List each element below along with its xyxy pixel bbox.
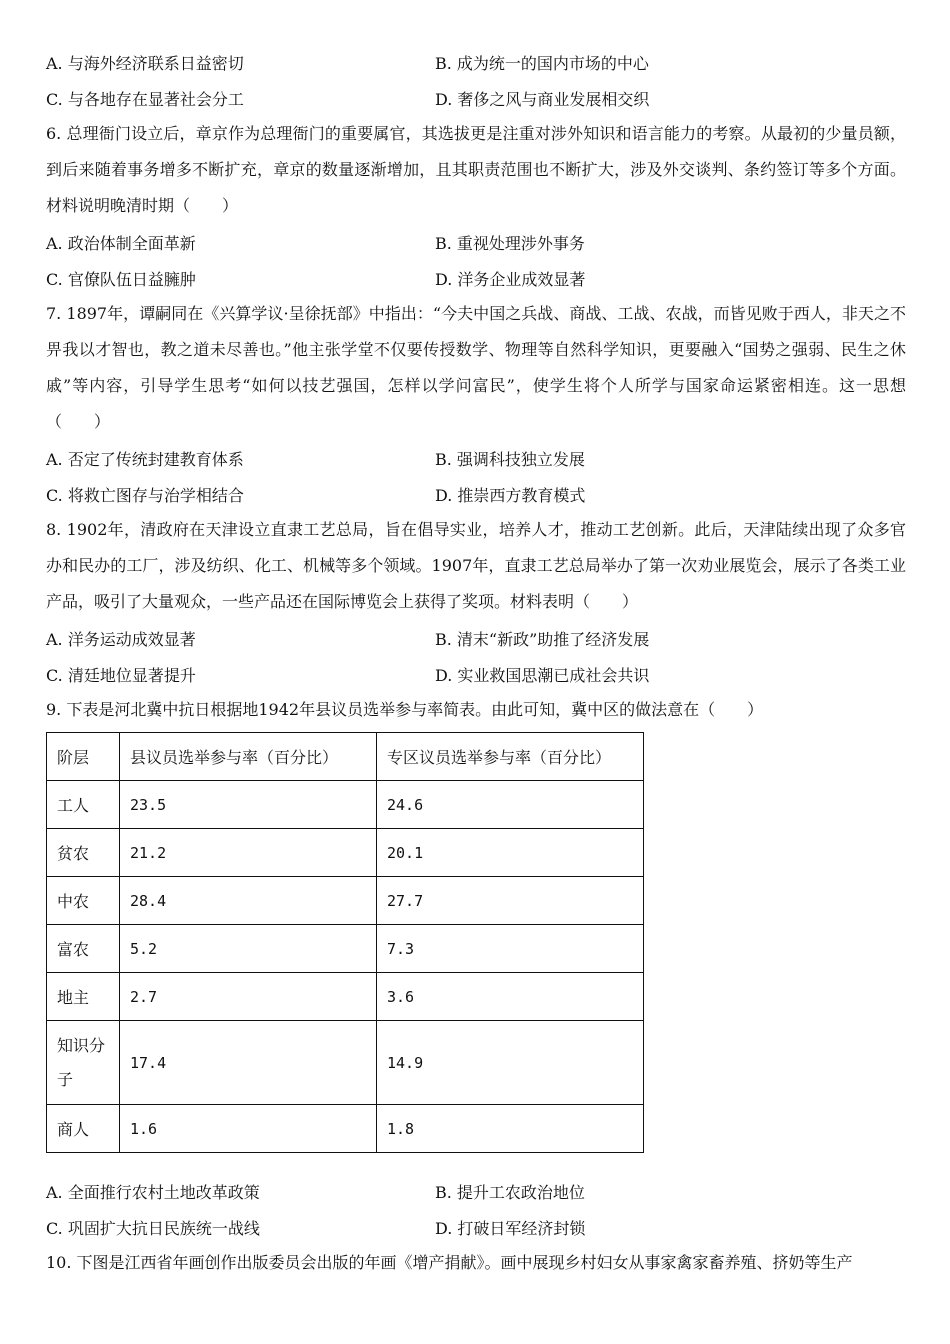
table-cell-district: 7.3 [377, 925, 644, 973]
q8-stem: 8. 1902年，清政府在天津设立直隶工艺总局，旨在倡导实业，培养人才，推动工艺创新。此后，天津陆续出现了众多官办和民办的工厂，涉及纺织、化工、机械等多个领域。1907年，直隶工艺总局举办了第一次劝业展览会，展示了各类工业产品，吸引了大量观众，一些产品还在国际博览会上获得了奖项。材料表明（ ） [46, 520, 906, 611]
q5-options-row-2 [46, 80, 906, 116]
table-cell-district: 27.7 [377, 877, 644, 925]
q9-stem: 9. 下表是河北冀中抗日根据地1942年县议员选举参与率简表。由此可知，冀中区的做法意在（ ） [46, 700, 764, 719]
table-header-cell: 专区议员选举参与率（百分比） [377, 733, 644, 781]
q9-option-b[interactable]: B. 提升工农政治地位 [435, 1182, 585, 1202]
spacer [46, 1153, 906, 1173]
q7-options-row-2 [46, 476, 906, 512]
q5-option-b[interactable]: B. 成为统一的国内市场的中心 [435, 53, 649, 73]
q9-option-c[interactable]: C. 巩固扩大抗日民族统一战线 [46, 1218, 260, 1238]
table-row [47, 781, 644, 829]
q6-options-row-1 [46, 224, 906, 260]
q6-option-c[interactable]: C. 官僚队伍日益臃肿 [46, 269, 196, 289]
table-cell-class: 地主 [47, 973, 120, 1021]
exam-page [46, 44, 906, 1281]
q6-options-row-2 [46, 260, 906, 296]
table-row [47, 925, 644, 973]
table-cell-class: 贫农 [47, 829, 120, 877]
q8-options-row-2 [46, 656, 906, 692]
table-header-row [47, 733, 644, 781]
table-cell-county: 2.7 [120, 973, 377, 1021]
q8-option-a[interactable]: A. 洋务运动成效显著 [46, 629, 196, 649]
table-cell-county: 23.5 [120, 781, 377, 829]
table-cell-county: 28.4 [120, 877, 377, 925]
q5-option-c[interactable]: C. 与各地存在显著社会分工 [46, 89, 244, 109]
q8-options-row-1 [46, 620, 906, 656]
q6-option-d[interactable]: D. 洋务企业成效显著 [435, 269, 586, 289]
table-cell-district: 1.8 [377, 1105, 644, 1153]
table-cell-class: 富农 [47, 925, 120, 973]
q9-option-d[interactable]: D. 打破日军经济封锁 [435, 1218, 586, 1238]
table-cell-county: 17.4 [120, 1021, 377, 1105]
q5-option-d[interactable]: D. 奢侈之风与商业发展相交织 [435, 89, 650, 109]
table-cell-district: 14.9 [377, 1021, 644, 1105]
q8-option-d[interactable]: D. 实业救国思潮已成社会共识 [435, 665, 650, 685]
table-cell-county: 1.6 [120, 1105, 377, 1153]
table-cell-class: 商人 [47, 1105, 120, 1153]
table-cell-county: 5.2 [120, 925, 377, 973]
q9-election-table [46, 732, 644, 1153]
table-cell-district: 20.1 [377, 829, 644, 877]
q8-option-c[interactable]: C. 清廷地位显著提升 [46, 665, 196, 685]
q7-option-b[interactable]: B. 强调科技独立发展 [435, 449, 585, 469]
q8-option-b[interactable]: B. 清末“新政”助推了经济发展 [435, 629, 650, 649]
q6-option-a[interactable]: A. 政治体制全面革新 [46, 233, 196, 253]
q7-stem: 7. 1897年，谭嗣同在《兴算学议·呈徐抚部》中指出：“今夫中国之兵战、商战、工战、农战，而皆见败于西人，非天之不畀我以才智也，教之道未尽善也。”他主张学堂不仅要传授数学、物理等自然科学知识，更要融入“国势之强弱、民生之休戚”等内容，引导学生思考“如何以技艺强国，怎样以学问富民”，使学生将个人所学与国家命运紧密相连。这一思想（ ） [46, 304, 906, 431]
q9-options-row-1 [46, 1173, 906, 1209]
table-row [47, 1021, 644, 1105]
q10-stem: 10. 下图是江西省年画创作出版委员会出版的年画《增产捐献》。画中展现乡村妇女从事家禽家畜养殖、挤奶等生产 [46, 1253, 853, 1272]
q5-options-row-1 [46, 44, 906, 80]
q6-option-b[interactable]: B. 重视处理涉外事务 [435, 233, 585, 253]
table-cell-district: 24.6 [377, 781, 644, 829]
q6-stem: 6. 总理衙门设立后，章京作为总理衙门的重要属官，其选拔更是注重对涉外知识和语言能力的考察。从最初的少量员额，到后来随着事务增多不断扩充，章京的数量逐渐增加，且其职责范围也不断扩大，涉及外交谈判、条约签订等多个方面。材料说明晚清时期（ ） [46, 124, 906, 215]
q9-options-row-2 [46, 1209, 906, 1245]
table-cell-class: 工人 [47, 781, 120, 829]
table-header-cell: 阶层 [47, 733, 120, 781]
table-header-cell: 县议员选举参与率（百分比） [120, 733, 377, 781]
table-row [47, 973, 644, 1021]
q7-option-c[interactable]: C. 将救亡图存与治学相结合 [46, 485, 244, 505]
table-row [47, 877, 644, 925]
q7-option-d[interactable]: D. 推崇西方教育模式 [435, 485, 586, 505]
table-cell-class: 知识分子 [47, 1021, 120, 1105]
table-row [47, 829, 644, 877]
q9-option-a[interactable]: A. 全面推行农村土地改革政策 [46, 1182, 260, 1202]
q7-option-a[interactable]: A. 否定了传统封建教育体系 [46, 449, 244, 469]
table-row [47, 1105, 644, 1153]
table-cell-district: 3.6 [377, 973, 644, 1021]
table-cell-county: 21.2 [120, 829, 377, 877]
q7-options-row-1 [46, 440, 906, 476]
q5-option-a[interactable]: A. 与海外经济联系日益密切 [46, 53, 244, 73]
table-cell-class: 中农 [47, 877, 120, 925]
